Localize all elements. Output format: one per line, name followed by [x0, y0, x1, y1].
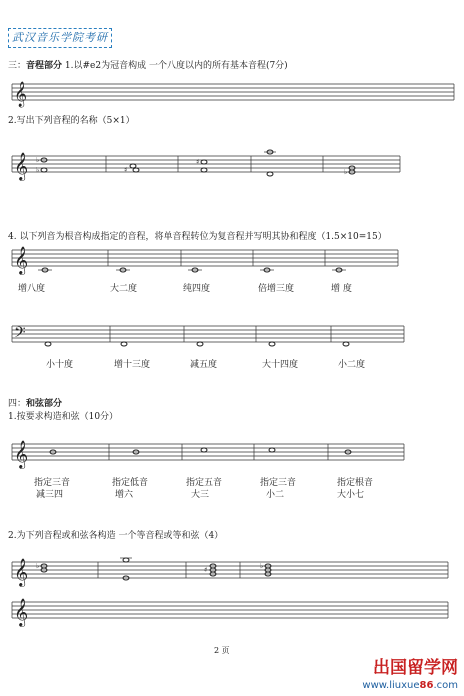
sharp-sign: ♯	[124, 166, 128, 174]
treble-clef-icon: 𝄞	[14, 598, 29, 626]
chord-label: 增六	[115, 490, 134, 500]
chord-label: 小二	[266, 490, 285, 500]
footer-url-prefix: www.liuxue	[362, 680, 420, 691]
interval-label: 小十度	[46, 360, 74, 370]
interval-label: 减五度	[190, 360, 218, 370]
section4-q1: 1.按要求构造和弦（10分）	[8, 412, 119, 422]
flat-sign: ♭	[344, 168, 348, 176]
section3-q2: 2.写出下列音程的名称（5×1）	[8, 116, 135, 126]
chord-label: 指定五音	[186, 478, 223, 488]
section4-q2: 2.为下列音程或和弦各构造 一个等音程或等和弦（4）	[8, 531, 224, 541]
treble-clef-icon: 𝄞	[14, 246, 29, 274]
note	[197, 342, 203, 346]
sharp-sign: ♯	[204, 566, 208, 574]
staff-q2	[8, 150, 458, 182]
note	[45, 342, 51, 346]
chord-label: 指定三音	[260, 478, 297, 488]
section3-q1: 1.以#e2为冠音构成 一个八度以内的所有基本音程(7分)	[64, 61, 288, 71]
interval-label: 纯四度	[183, 284, 211, 294]
section4-prefix: 四：	[8, 399, 27, 409]
section3-heading	[8, 60, 288, 72]
note	[201, 168, 207, 172]
footer-url[interactable]	[362, 680, 458, 692]
note	[123, 558, 129, 562]
note	[133, 168, 139, 172]
chord-label: 指定低音	[112, 478, 149, 488]
chord-label: 大小七	[337, 490, 365, 500]
note	[267, 172, 273, 176]
staff-q1	[8, 80, 458, 106]
interval-label: 大十四度	[262, 360, 299, 370]
bass-clef-icon: 𝄢	[14, 324, 26, 345]
section3-prefix: 三：	[8, 61, 27, 71]
staff-empty	[8, 598, 458, 626]
treble-clef-icon: 𝄞	[14, 152, 29, 180]
interval-label: 倍增三度	[258, 284, 295, 294]
flat-sign: ♭	[36, 156, 40, 164]
treble-clef-icon: 𝄞	[14, 82, 28, 107]
chord-label: 大三	[191, 490, 210, 500]
page-number: 2 页	[214, 646, 230, 655]
chord-label: 指定三音	[34, 478, 71, 488]
chord-label: 指定根音	[337, 478, 374, 488]
interval-label: 增十三度	[114, 360, 151, 370]
flat-sign: ♭	[36, 562, 40, 570]
footer-brand: 出国留学网	[373, 658, 458, 678]
note	[201, 448, 207, 452]
staff-chords	[8, 440, 458, 468]
chord-label: 减三四	[36, 490, 64, 500]
note	[121, 342, 127, 346]
treble-clef-icon: 𝄞	[14, 558, 29, 586]
note	[130, 164, 136, 168]
staff-q4-bass	[8, 322, 458, 354]
treble-clef-icon: 𝄞	[14, 440, 29, 468]
interval-label: 增 度	[331, 284, 352, 294]
footer-url-suffix: .com	[433, 680, 458, 691]
section3-title: 音程部分	[26, 61, 63, 71]
note	[269, 448, 275, 452]
note	[343, 342, 349, 346]
sharp-sign: ♯	[196, 158, 200, 166]
flat-sign: ♭	[260, 562, 264, 570]
interval-label: 大二度	[110, 284, 138, 294]
logo: 武汉音乐学院考研	[8, 28, 112, 48]
note	[269, 342, 275, 346]
footer-url-num: 86	[419, 680, 434, 691]
interval-label: 增八度	[18, 284, 46, 294]
section4-heading	[8, 398, 62, 410]
staff-q4-treble	[8, 246, 458, 278]
section3-q4: 4. 以下列音为根音构成指定的音程，将单音程转位为复音程并写明其协和程度（1.5×10=15）	[8, 232, 387, 242]
flat-sign: ♭	[36, 166, 40, 174]
interval-label: 小二度	[338, 360, 366, 370]
note	[41, 168, 47, 172]
staff-enharmonic	[8, 556, 458, 586]
section4-title: 和弦部分	[26, 399, 63, 409]
note	[201, 160, 207, 164]
